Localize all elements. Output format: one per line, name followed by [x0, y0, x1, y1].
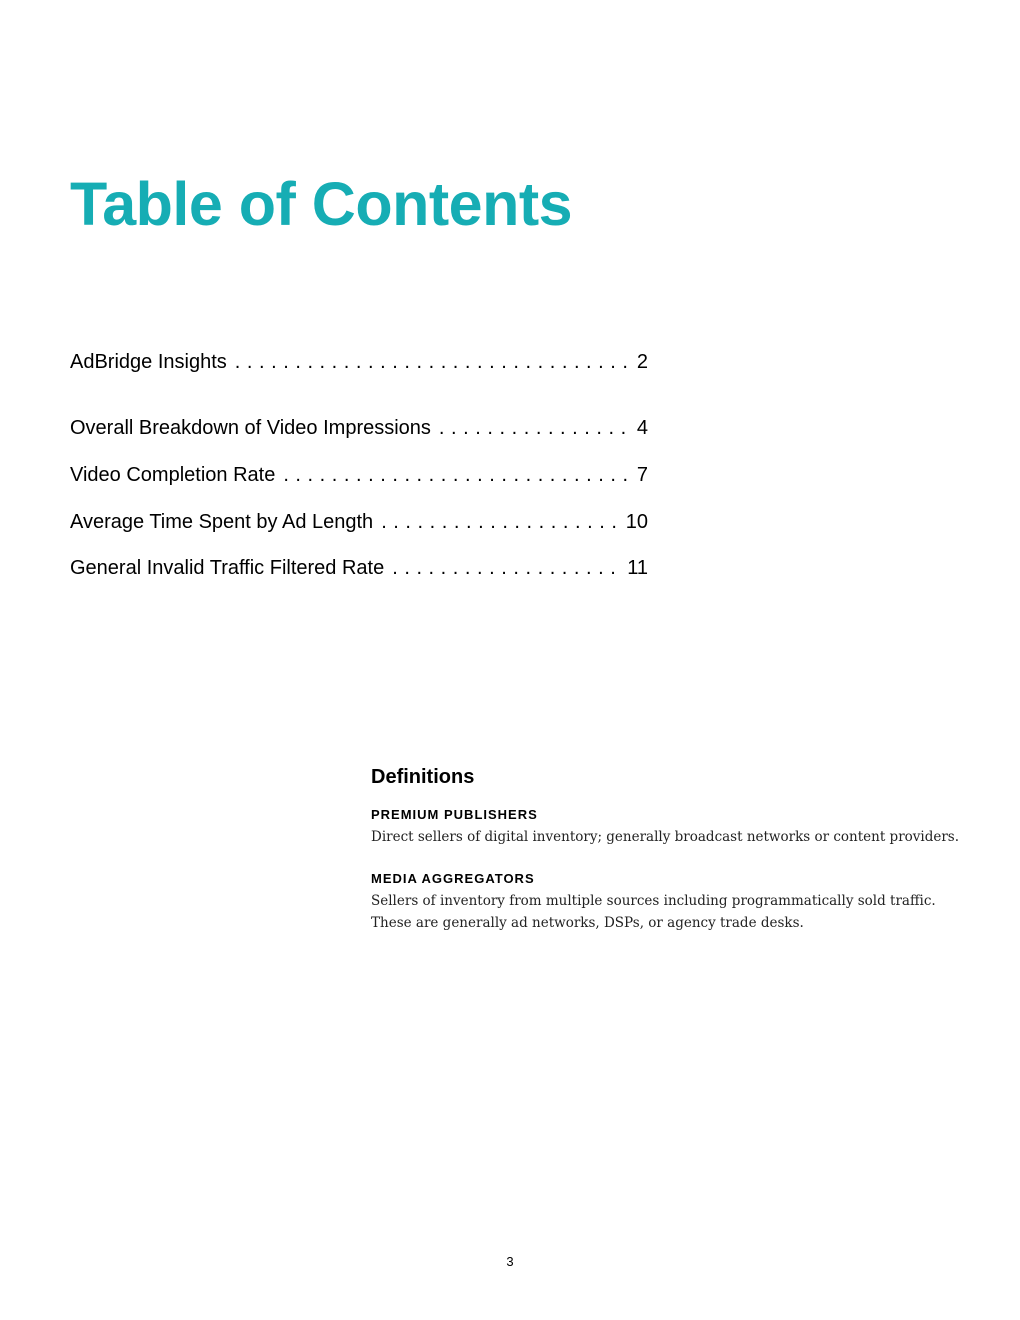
- toc-entry-overall-breakdown[interactable]: [70, 414, 648, 442]
- toc-entry-label: Video Completion Rate: [70, 464, 276, 486]
- dot-leader: [283, 461, 631, 489]
- toc-entry-page: 4: [636, 417, 648, 439]
- toc-entry-label: General Invalid Traffic Filtered Rate: [70, 557, 385, 579]
- dot-leader: [392, 554, 621, 582]
- definition-text-line: These are generally ad networks, DSPs, or agency trade desks.: [371, 915, 804, 931]
- definition-text: [371, 890, 971, 934]
- page-title: Table of Contents: [70, 170, 573, 238]
- dot-leader: [235, 348, 631, 376]
- definition-text-line: Sellers of inventory from multiple sources including programmatically sold traffic.: [371, 893, 936, 909]
- toc-entry-page: 2: [636, 351, 648, 373]
- definition-term-media-aggregators: MEDIA AGGREGATORS: [371, 871, 535, 886]
- page-number: 3: [506, 1254, 514, 1269]
- toc-entry-adbridge-insights[interactable]: [70, 348, 648, 376]
- toc-entry-label: Overall Breakdown of Video Impressions: [70, 417, 431, 439]
- definition-term-premium-publishers: PREMIUM PUBLISHERS: [371, 807, 538, 822]
- toc-entry-page: 11: [627, 557, 648, 579]
- dot-leader: [439, 414, 631, 442]
- toc-entry-page: 10: [625, 511, 648, 533]
- toc-entry-average-time[interactable]: [70, 508, 648, 536]
- definition-text: Direct sellers of digital inventory; generally broadcast networks or content providers.: [371, 829, 960, 845]
- definitions-heading: Definitions: [371, 766, 475, 788]
- toc-entry-label: Average Time Spent by Ad Length: [70, 511, 374, 533]
- dot-leader: [381, 508, 620, 536]
- toc-entry-invalid-traffic[interactable]: [70, 554, 648, 582]
- toc-entry-label: AdBridge Insights: [70, 351, 227, 373]
- toc-entry-page: 7: [636, 464, 648, 486]
- toc-entry-completion-rate[interactable]: [70, 461, 648, 489]
- definitions-section: [371, 762, 971, 934]
